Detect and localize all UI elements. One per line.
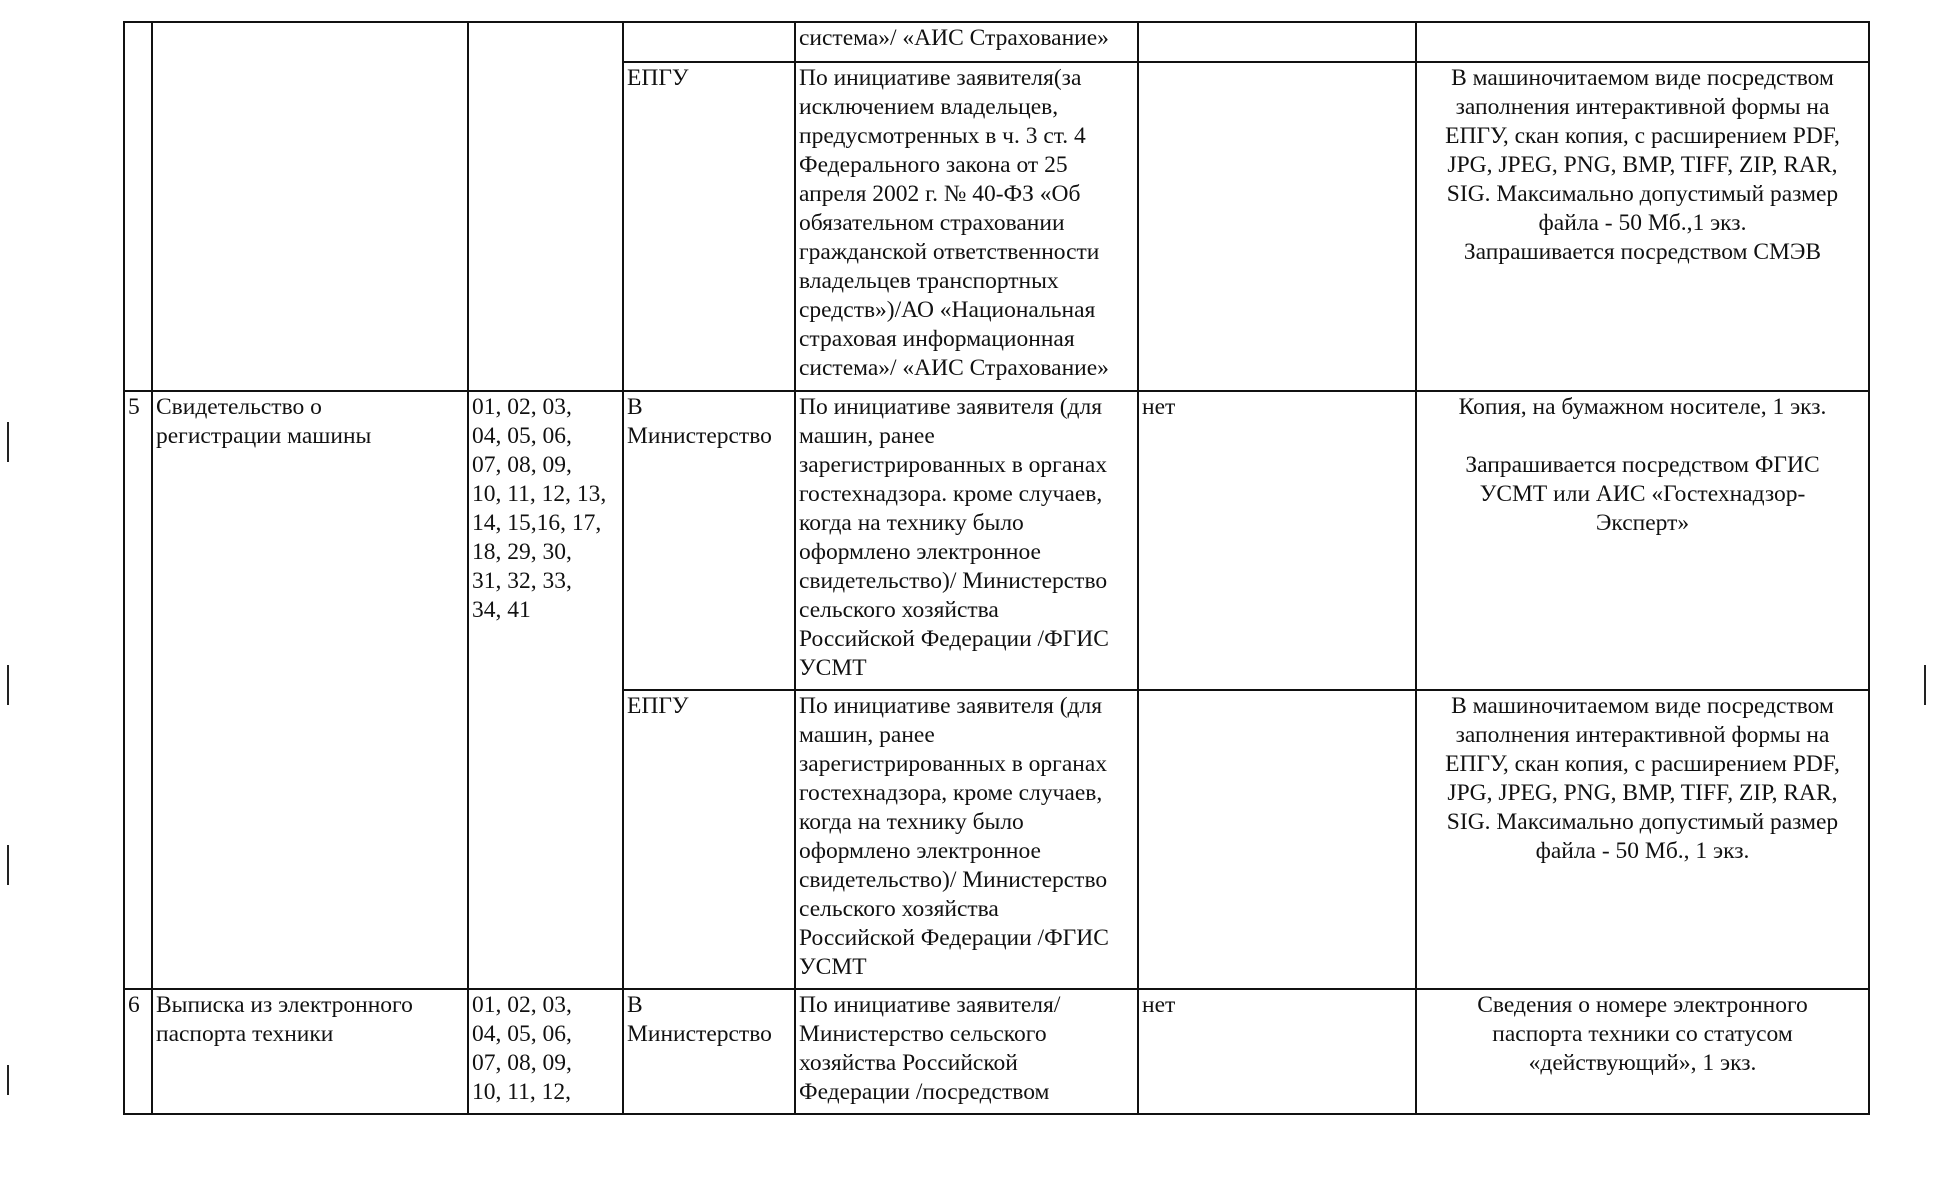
purpose-codes-line: 04, 05, 06, <box>472 423 572 449</box>
source-description-line: гражданской ответственности <box>799 239 1100 265</box>
submission-channel-line: Министерство <box>627 423 772 449</box>
fee-status <box>1138 62 1416 391</box>
source-description-line: страховая информационная <box>799 326 1075 352</box>
purpose-codes-line: 01, 02, 03, <box>472 992 572 1018</box>
submission-channel <box>623 391 795 690</box>
submission-channel-line: В <box>627 992 643 1018</box>
document-table <box>123 21 1870 1115</box>
purpose-codes-line: 04, 05, 06, <box>472 1021 572 1047</box>
form-description <box>1416 989 1869 1114</box>
source-description-line: Федерального закона от 25 <box>799 152 1068 178</box>
fee-status-line: нет <box>1142 992 1176 1018</box>
scan-edge-mark <box>7 665 9 705</box>
source-description-line: когда на технику было <box>799 510 1024 536</box>
source-description <box>795 989 1138 1114</box>
source-description-line: когда на технику было <box>799 809 1024 835</box>
fee-status <box>1138 391 1416 690</box>
document-name <box>152 22 468 391</box>
source-description-line: Российской Федерации /ФГИС <box>799 626 1109 652</box>
source-description-line: гостехнадзора, кроме случаев, <box>799 780 1103 806</box>
form-description-line: Сведения о номере электронного <box>1477 992 1808 1018</box>
form-description-line: JPG, JPEG, PNG, BMP, TIFF, ZIP, RAR, <box>1447 152 1838 178</box>
table-row <box>124 989 1869 1114</box>
form-description-line: заполнения интерактивной формы на <box>1455 94 1830 120</box>
form-description-line: файла - 50 Мб.,1 экз. <box>1538 210 1747 236</box>
source-description-line: По инициативе заявителя(за <box>799 65 1082 91</box>
fee-status <box>1138 22 1416 62</box>
purpose-codes-line: 01, 02, 03, <box>472 394 572 420</box>
form-description-line: Копия, на бумажном носителе, 1 экз. <box>1458 394 1827 420</box>
table-row <box>124 391 1869 690</box>
purpose-codes <box>468 22 623 391</box>
submission-channel <box>623 22 795 62</box>
form-description-line: ЕПГУ, скан копия, с расширением PDF, <box>1445 751 1840 777</box>
source-description-line: УСМТ <box>799 954 867 980</box>
scan-edge-mark <box>7 845 9 885</box>
form-description-line: файла - 50 Мб., 1 экз. <box>1535 838 1750 864</box>
source-description-line: сельского хозяйства <box>799 597 999 623</box>
fee-status-line: нет <box>1142 394 1176 420</box>
source-description-line: свидетельство)/ Министерство <box>799 568 1108 594</box>
form-description-line: УСМТ или АИС «Гостехнадзор- <box>1479 481 1806 507</box>
form-description-line: заполнения интерактивной формы на <box>1455 722 1830 748</box>
document-name-line: регистрации машины <box>156 423 372 449</box>
document-name <box>152 391 468 989</box>
source-description-line: УСМТ <box>799 655 867 681</box>
source-description-line: машин, ранее <box>799 722 935 748</box>
source-description <box>795 62 1138 391</box>
document-name <box>152 989 468 1114</box>
source-description-line: По инициативе заявителя (для <box>799 693 1103 719</box>
form-description-line: SIG. Максимально допустимый размер <box>1446 181 1839 207</box>
source-description-line: система»/ «АИС Страхование» <box>799 25 1109 51</box>
table-row <box>124 22 1869 62</box>
form-description-line <box>1420 422 1865 451</box>
form-description <box>1416 22 1869 62</box>
form-description-line: В машиночитаемом виде посредством <box>1451 693 1834 719</box>
source-description-line: Министерство сельского <box>799 1021 1047 1047</box>
document-table-body <box>124 22 1869 1114</box>
purpose-codes-line: 07, 08, 09, <box>472 452 572 478</box>
form-description-line: паспорта техники со статусом <box>1492 1021 1793 1047</box>
form-description-line: Запрашивается посредством ФГИС <box>1465 452 1820 478</box>
form-description-line: SIG. Максимально допустимый размер <box>1446 809 1839 835</box>
source-description-line: предусмотренных в ч. 3 ст. 4 <box>799 123 1086 149</box>
row-number <box>124 22 152 391</box>
row-number: 6 <box>124 989 152 1114</box>
source-description-line: Федерации /посредством <box>799 1079 1050 1105</box>
form-description <box>1416 690 1869 989</box>
submission-channel <box>623 690 795 989</box>
document-name-line: Выписка из электронного <box>156 992 413 1018</box>
submission-channel <box>623 62 795 391</box>
scan-edge-mark <box>1924 665 1926 705</box>
submission-channel <box>623 989 795 1114</box>
purpose-codes <box>468 391 623 989</box>
source-description-line: исключением владельцев, <box>799 94 1059 120</box>
submission-channel-line: ЕПГУ <box>627 65 689 91</box>
source-description-line: зарегистрированных в органах <box>799 452 1108 478</box>
source-description-line: владельцев транспортных <box>799 268 1059 294</box>
source-description-line: По инициативе заявителя (для <box>799 394 1103 420</box>
form-description <box>1416 391 1869 690</box>
source-description <box>795 391 1138 690</box>
purpose-codes-line: 14, 15,16, 17, <box>472 510 602 536</box>
document-name-line: паспорта техники <box>156 1021 334 1047</box>
scan-edge-mark <box>7 1065 9 1095</box>
source-description-line: сельского хозяйства <box>799 896 999 922</box>
purpose-codes-line: 34, 41 <box>472 597 531 623</box>
form-description-line: В машиночитаемом виде посредством <box>1451 65 1834 91</box>
fee-status <box>1138 989 1416 1114</box>
purpose-codes-line: 10, 11, 12, 13, <box>472 481 607 507</box>
source-description-line: зарегистрированных в органах <box>799 751 1108 777</box>
source-description-line: гостехнадзора. кроме случаев, <box>799 481 1103 507</box>
source-description-line: обязательном страховании <box>799 210 1065 236</box>
submission-channel-line: В <box>627 394 643 420</box>
row-number: 5 <box>124 391 152 989</box>
source-description-line: средств»)/АО «Национальная <box>799 297 1096 323</box>
source-description <box>795 690 1138 989</box>
purpose-codes-line: 31, 32, 33, <box>472 568 572 594</box>
form-description-line: Запрашивается посредством СМЭВ <box>1463 239 1822 265</box>
source-description <box>795 22 1138 62</box>
purpose-codes <box>468 989 623 1114</box>
document-name-line: Свидетельство о <box>156 394 322 420</box>
form-description-line: ЕПГУ, скан копия, с расширением PDF, <box>1445 123 1840 149</box>
form-description-line: Эксперт» <box>1595 510 1690 536</box>
source-description-line: хозяйства Российской <box>799 1050 1018 1076</box>
form-description-line: «действующий», 1 экз. <box>1528 1050 1757 1076</box>
submission-channel-line: ЕПГУ <box>627 693 689 719</box>
scan-edge-mark <box>7 422 9 462</box>
source-description-line: оформлено электронное <box>799 838 1041 864</box>
form-description-line: JPG, JPEG, PNG, BMP, TIFF, ZIP, RAR, <box>1447 780 1838 806</box>
source-description-line: оформлено электронное <box>799 539 1041 565</box>
source-description-line: свидетельство)/ Министерство <box>799 867 1108 893</box>
purpose-codes-line: 18, 29, 30, <box>472 539 572 565</box>
source-description-line: По инициативе заявителя/ <box>799 992 1061 1018</box>
fee-status <box>1138 690 1416 989</box>
form-description <box>1416 62 1869 391</box>
source-description-line: апреля 2002 г. № 40-ФЗ «Об <box>799 181 1081 207</box>
source-description-line: система»/ «АИС Страхование» <box>799 355 1109 381</box>
purpose-codes-line: 10, 11, 12, <box>472 1079 572 1105</box>
source-description-line: Российской Федерации /ФГИС <box>799 925 1109 951</box>
submission-channel-line: Министерство <box>627 1021 772 1047</box>
source-description-line: машин, ранее <box>799 423 935 449</box>
purpose-codes-line: 07, 08, 09, <box>472 1050 572 1076</box>
